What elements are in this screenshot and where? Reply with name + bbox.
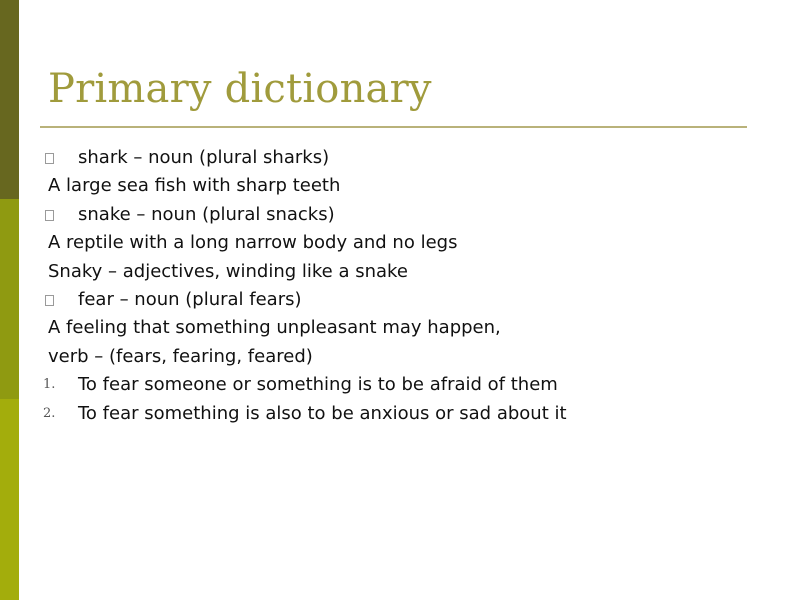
text-line: [48, 258, 768, 286]
list-number: 2.: [43, 405, 56, 421]
numbered-item: [43, 400, 768, 428]
line-text: fear – noun (plural fears): [78, 288, 302, 310]
slide-title: Primary dictionary: [48, 66, 432, 112]
text-line: [48, 172, 768, 200]
bullet-item: [48, 201, 768, 229]
line-text: A feeling that something unpleasant may happen,: [48, 317, 501, 339]
bullet-item: [48, 286, 768, 314]
list-number: 1.: [43, 377, 56, 393]
line-text: A large sea fish with sharp teeth: [48, 175, 341, 197]
slide-body: [43, 144, 768, 428]
text-line: [48, 314, 768, 342]
sidebar-accent-bar: [0, 0, 19, 600]
line-text: To fear someone or something is to be afraid of them: [78, 374, 558, 396]
sidebar-segment-middle: [0, 199, 19, 399]
line-text: To fear something is also to be anxious or sad about it: [78, 402, 567, 424]
title-divider: [40, 126, 747, 128]
square-bullet-icon: [45, 295, 54, 306]
line-text: Snaky – adjectives, winding like a snake: [48, 260, 408, 282]
sidebar-segment-bottom: [0, 399, 19, 600]
line-text: snake – noun (plural snacks): [78, 203, 335, 225]
bullet-item: [48, 144, 768, 172]
text-line: [48, 229, 768, 257]
line-text: shark – noun (plural sharks): [78, 147, 330, 168]
square-bullet-icon: [45, 210, 54, 221]
sidebar-segment-top: [0, 0, 19, 199]
line-text: A reptile with a long narrow body and no legs: [48, 232, 458, 254]
square-bullet-icon: [45, 153, 54, 164]
line-text: verb – (fears, fearing, feared): [48, 345, 313, 367]
text-line: [48, 343, 768, 371]
numbered-item: [43, 371, 768, 399]
